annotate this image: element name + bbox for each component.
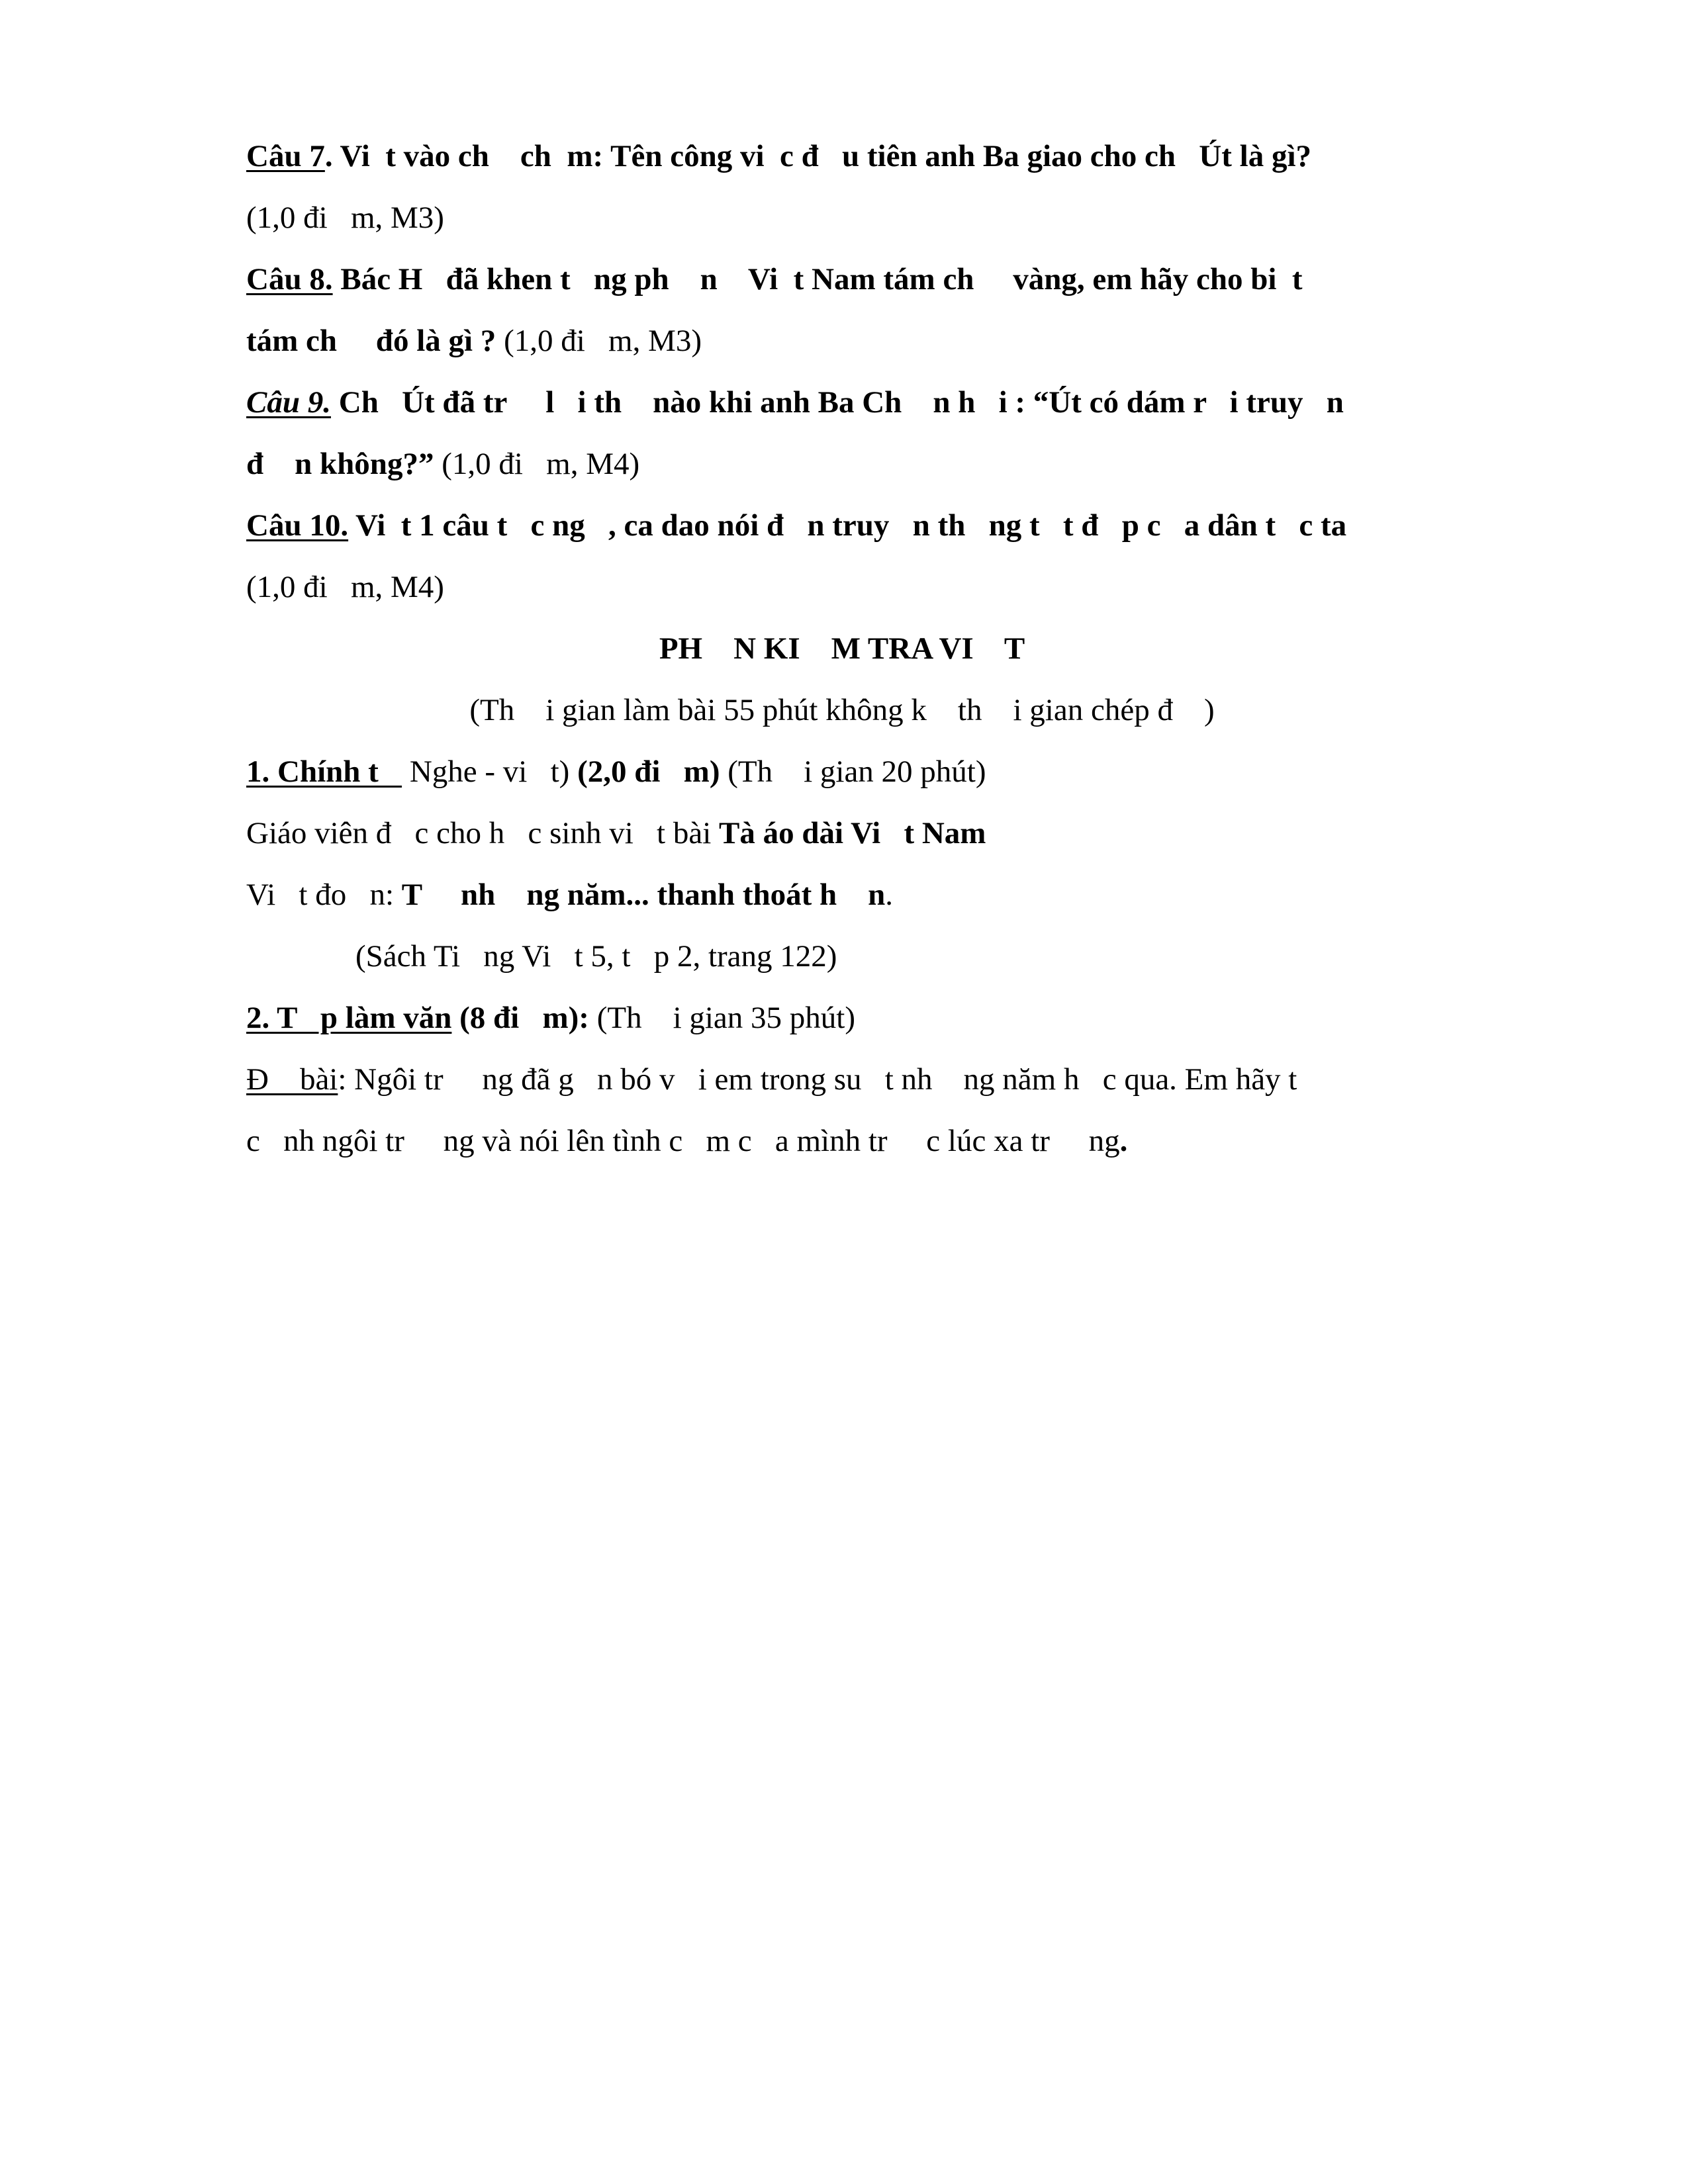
part-1-heading	[246, 741, 1438, 803]
question-8-text: Bác H đã khen t ng ph n Vi t Nam tám ch vàng, em hãy cho bi t	[332, 262, 1303, 296]
part-1-points: (2,0 đi m)	[577, 754, 720, 789]
question-8-line2	[246, 310, 1438, 372]
question-10-label: Câu 10.	[246, 508, 349, 543]
question-10-line2	[246, 557, 1438, 618]
question-9-text: Ch Út đã tr l i th nào khi anh Ba Ch n h i : “Út có dám r i truy n	[331, 385, 1344, 420]
part-2-heading	[246, 987, 1438, 1049]
part-2-points: (8 đi m):	[451, 1001, 589, 1035]
question-10-text: Vi t 1 câu t c ng , ca dao nói đ n truy n th ng t t đ p c a dân t c ta	[348, 508, 1347, 543]
question-9-points: (1,0 đi m, M4)	[434, 447, 640, 481]
question-8-points: (1,0 đi m, M3)	[496, 324, 702, 358]
question-7-line1: Câu 7. Vi t vào ch ch m: Tên công vi c đ u tiên anh Ba giao cho ch Út là gì?	[246, 139, 1312, 173]
part-2-label: 2. T p làm văn	[246, 1001, 452, 1035]
part-2-topic-line1: Đ bài: Ngôi tr ng đã g n bó v i em trong su t nh ng năm h c qua. Em hãy t	[246, 1062, 1297, 1097]
section-title: PH N KI M TRA VI T	[659, 631, 1025, 666]
part-1-passage-range: T nh ng năm... thanh thoát h n	[401, 878, 886, 912]
question-9-label: Câu 9.	[246, 385, 331, 420]
part-1-label: 1. Chính t	[246, 754, 402, 789]
question-8-text-cont: tám ch đó là gì ?	[246, 324, 496, 358]
question-9-line1	[246, 372, 1438, 433]
question-8-label: Câu 8.	[246, 262, 333, 296]
part-2-topic-label: Đ bài	[246, 1062, 338, 1097]
section-subtitle: (Th i gian làm bài 55 phút không k th i gian chép đ )	[469, 693, 1215, 727]
question-10-points: (1,0 đi m, M4)	[246, 570, 444, 604]
question-7-line2	[246, 187, 1438, 249]
part-2-time: (Th i gian 35 phút)	[588, 1001, 856, 1035]
part-1-instruction: Giáo viên đ c cho h c sinh vi t bài Tà áo dài Vi t Nam	[246, 816, 986, 850]
question-7-text: Vi t vào ch ch m: Tên công vi c đ u tiên anh Ba giao cho ch Út là gì?	[332, 139, 1312, 173]
question-7-label: Câu 7	[246, 139, 325, 173]
question-9-line2	[246, 433, 1438, 495]
part-1-title: Tà áo dài Vi t Nam	[719, 816, 986, 850]
part-2-topic-line2: c nh ngôi tr ng và nói lên tình c m c a mình tr c lúc xa tr ng.	[246, 1124, 1128, 1158]
question-8-line1	[246, 249, 1438, 310]
part-1-time: (Th i gian 20 phút)	[720, 754, 986, 789]
question-10-line1	[246, 495, 1438, 557]
question-7-points: (1,0 đi m, M3)	[246, 201, 444, 235]
question-9-text-cont: đ n không?”	[246, 447, 434, 481]
part-1-passage: Vi t đo n: T nh ng năm... thanh thoát h n.	[246, 878, 894, 912]
part-1-text: Nghe - vi t)	[402, 754, 578, 789]
part-1-source: (Sách Ti ng Vi t 5, t p 2, trang 122)	[355, 939, 837, 974]
document-page	[246, 126, 1438, 1172]
